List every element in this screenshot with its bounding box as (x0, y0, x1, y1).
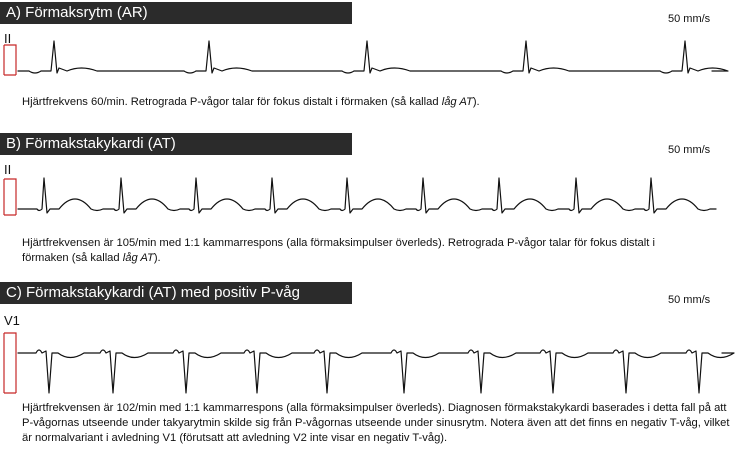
panel-b-caption-text: Hjärtfrekvensen är 105/min med 1:1 kammarrespons (alla förmaksimpulser överleds). Retrograda P-vågor talar för fokus distalt i förmaken (så kallad (22, 237, 655, 264)
panel-c-speed: 50 mm/s (668, 294, 711, 306)
panel-c-title: C) Förmakstakykardi (AT) med positiv P-våg (6, 284, 300, 301)
panel-c-calibration-pulse (4, 333, 16, 393)
panel-b-speed: 50 mm/s (668, 144, 711, 156)
panel-a-ecg-line (18, 41, 728, 73)
panel-a-caption (22, 95, 722, 110)
panel-c-ecg-line (18, 350, 734, 393)
panel-b-ecg-trace (0, 165, 750, 235)
panel-c-header (0, 282, 352, 304)
panel-a-header (0, 2, 352, 24)
panel-a-lead-label: II (4, 31, 12, 46)
panel-a-title: A) Förmaksrytm (AR) (6, 4, 148, 21)
panel-c-ecg-trace (0, 325, 750, 400)
panel-b-header (0, 133, 352, 155)
panel-a-caption-tail: ). (472, 96, 480, 108)
panel-b-title: B) Förmakstakykardi (AT) (6, 135, 176, 152)
panel-a-calibration-pulse (4, 45, 16, 75)
panel-c-lead-label: V1 (4, 313, 20, 328)
panel-c-caption-text: Hjärtfrekvensen är 102/min med 1:1 kammarrespons (alla förmaksimpulser överleds). Diagnosen förmakstakykardi baserades i detta fall på att P-vågornas utseende under takyarytmin skilde sig från P-vågornas utseende under sinusrytm. Notera även att det finns en negativ T-våg, vilket är normalvariant i avledning V1 (förutsatt att avledning V2 inte visar en negativ T-våg). (22, 402, 730, 444)
panel-c-caption (22, 401, 734, 446)
panel-a-speed: 50 mm/s (668, 13, 711, 25)
panel-a-ecg-trace (0, 35, 750, 95)
panel-a-caption-emphasis: låg AT (441, 96, 473, 108)
panel-b-caption (22, 236, 702, 266)
panel-b-calibration-pulse (4, 179, 16, 215)
panel-b-caption-tail: ). (153, 252, 161, 264)
panel-b-lead-label: II (4, 162, 12, 177)
panel-a-caption-text: Hjärtfrekvens 60/min. Retrograda P-vågor talar för fokus distalt i förmaken (så kallad (22, 96, 442, 108)
panel-b-ecg-line (18, 178, 716, 213)
panel-b-caption-emphasis: låg AT (122, 252, 154, 264)
